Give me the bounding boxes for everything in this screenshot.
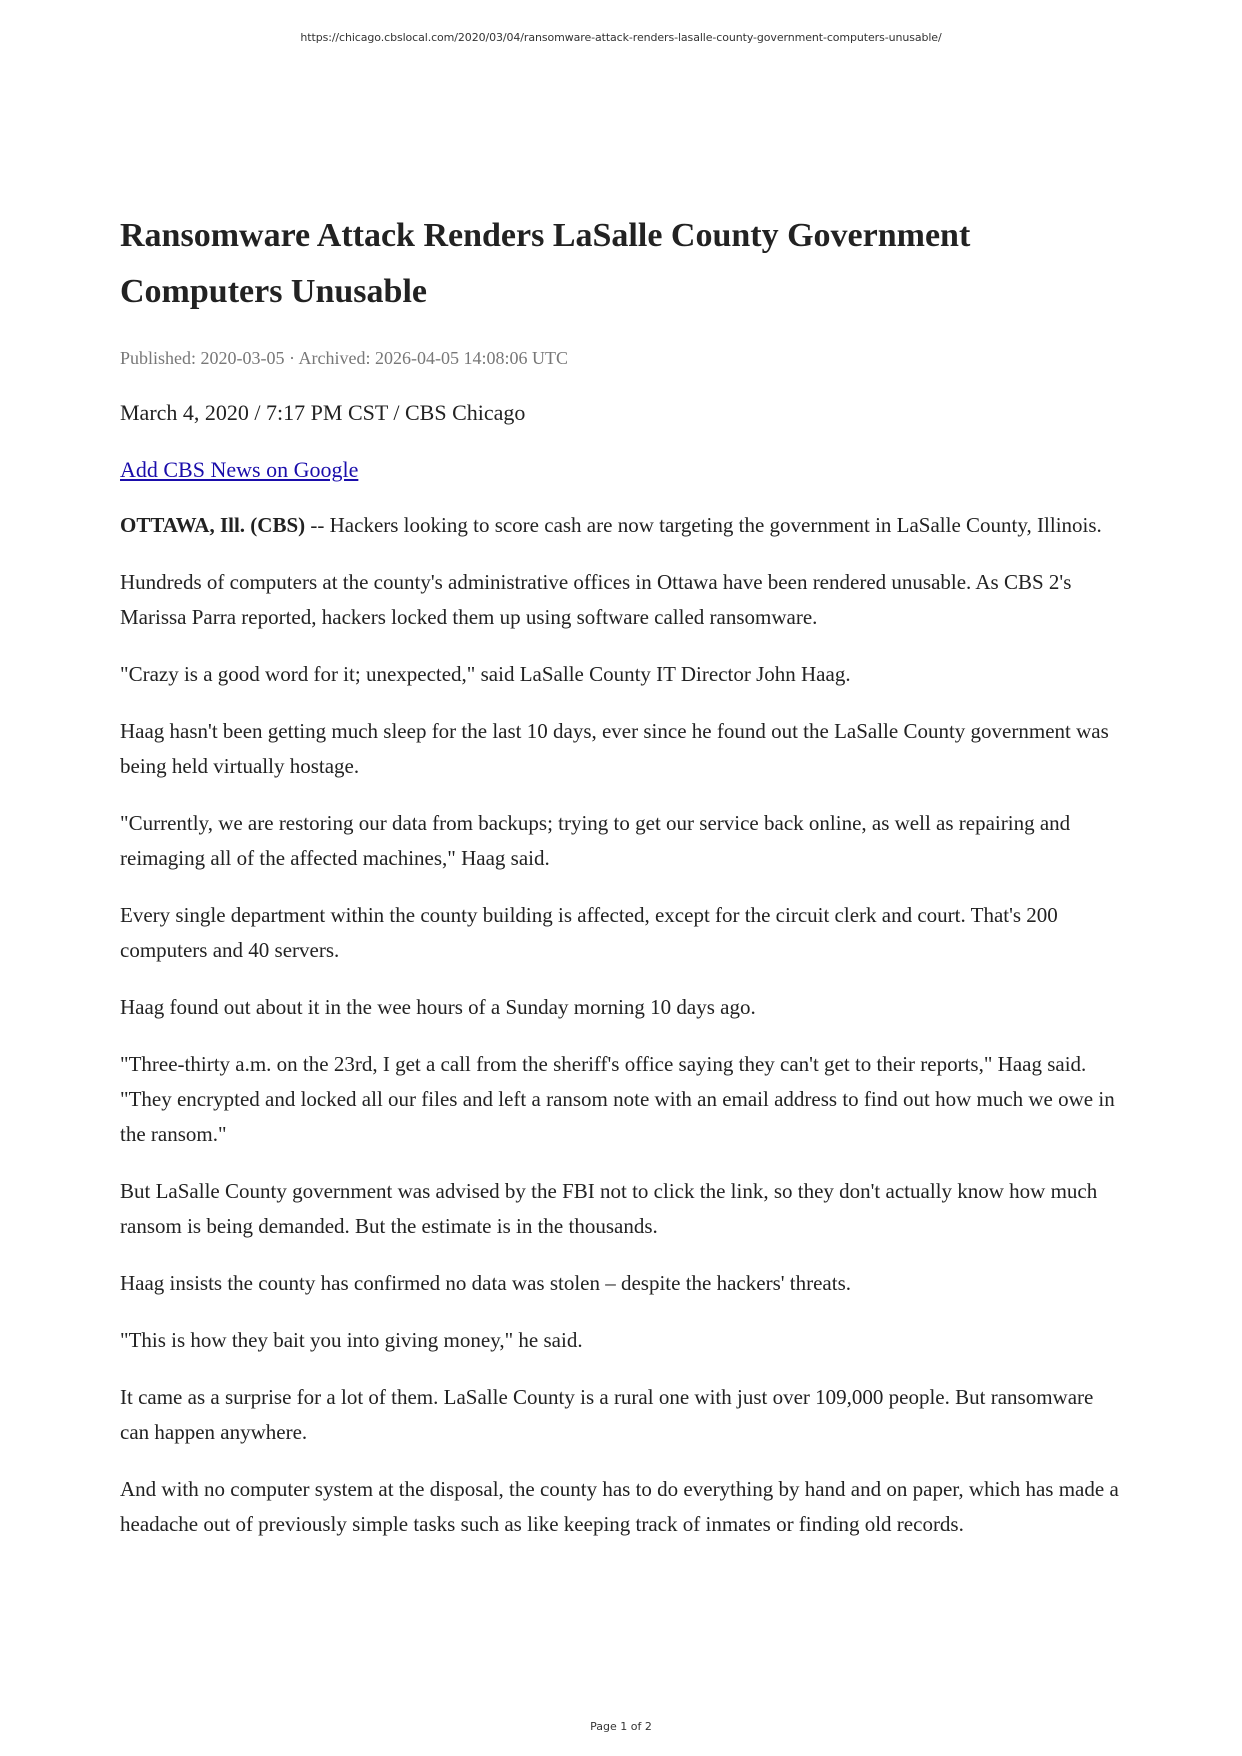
publish-archive-meta: Published: 2020-03-05 · Archived: 2026-04-05 14:08:06 UTC	[120, 348, 568, 368]
article-title: Ransomware Attack Renders LaSalle County Government Computers Unusable	[120, 217, 971, 310]
paragraph: "Three-thirty a.m. on the 23rd, I get a call from the sheriff's office saying they can't get to their reports," Haag said. "They encrypted and locked all our files and left a ransom note with an email address to find out how much we owe in the ransom."	[120, 1052, 1115, 1146]
article-body	[120, 508, 1125, 1542]
paragraph: Haag hasn't been getting much sleep for the last 10 days, ever since he found out the LaSalle County government was being held virtually hostage.	[120, 719, 1109, 778]
paragraph-text: -- Hackers looking to score cash are now targeting the government in LaSalle County, Illinois.	[305, 513, 1102, 537]
paragraph: And with no computer system at the disposal, the county has to do everything by hand and on paper, which has made a headache out of previously simple tasks such as like keeping track of inmates or finding old records.	[120, 1477, 1119, 1536]
paragraph: "Currently, we are restoring our data from backups; trying to get our service back online, as well as repairing and reimaging all of the affected machines," Haag said.	[120, 811, 1071, 870]
paragraph: It came as a surprise for a lot of them. LaSalle County is a rural one with just over 109,000 people. But ransomware can happen anywhere.	[120, 1385, 1094, 1444]
paragraph: Every single department within the county building is affected, except for the circuit clerk and court. That's 200 computers and 40 servers.	[120, 903, 1058, 962]
byline: March 4, 2020 / 7:17 PM CST / CBS Chicago	[120, 400, 526, 425]
paragraph: But LaSalle County government was advised by the FBI not to click the link, so they don't actually know how much ransom is being demanded. But the estimate is in the thousands.	[120, 1179, 1098, 1238]
paragraph: Hundreds of computers at the county's administrative offices in Ottawa have been rendered unusable. As CBS 2's Marissa Parra reported, hackers locked them up using software called ransomware.	[120, 570, 1072, 629]
paragraph: Haag insists the county has confirmed no data was stolen – despite the hackers' threats.	[120, 1271, 852, 1295]
page-number: Page 1 of 2	[590, 1720, 652, 1733]
paragraph: "Crazy is a good word for it; unexpected," said LaSalle County IT Director John Haag.	[120, 662, 851, 686]
add-cbs-news-link[interactable]: Add CBS News on Google	[120, 457, 359, 482]
source-url: https://chicago.cbslocal.com/2020/03/04/ransomware-attack-renders-lasalle-county-government-computers-unusable/	[300, 31, 942, 44]
paragraph: Haag found out about it in the wee hours of a Sunday morning 10 days ago.	[120, 995, 756, 1019]
article	[120, 208, 1125, 1542]
add-source-link-line	[120, 456, 1125, 484]
dateline: OTTAWA, Ill. (CBS)	[120, 513, 306, 537]
paragraph: "This is how they bait you into giving money," he said.	[120, 1328, 583, 1352]
paragraph	[120, 508, 1125, 543]
